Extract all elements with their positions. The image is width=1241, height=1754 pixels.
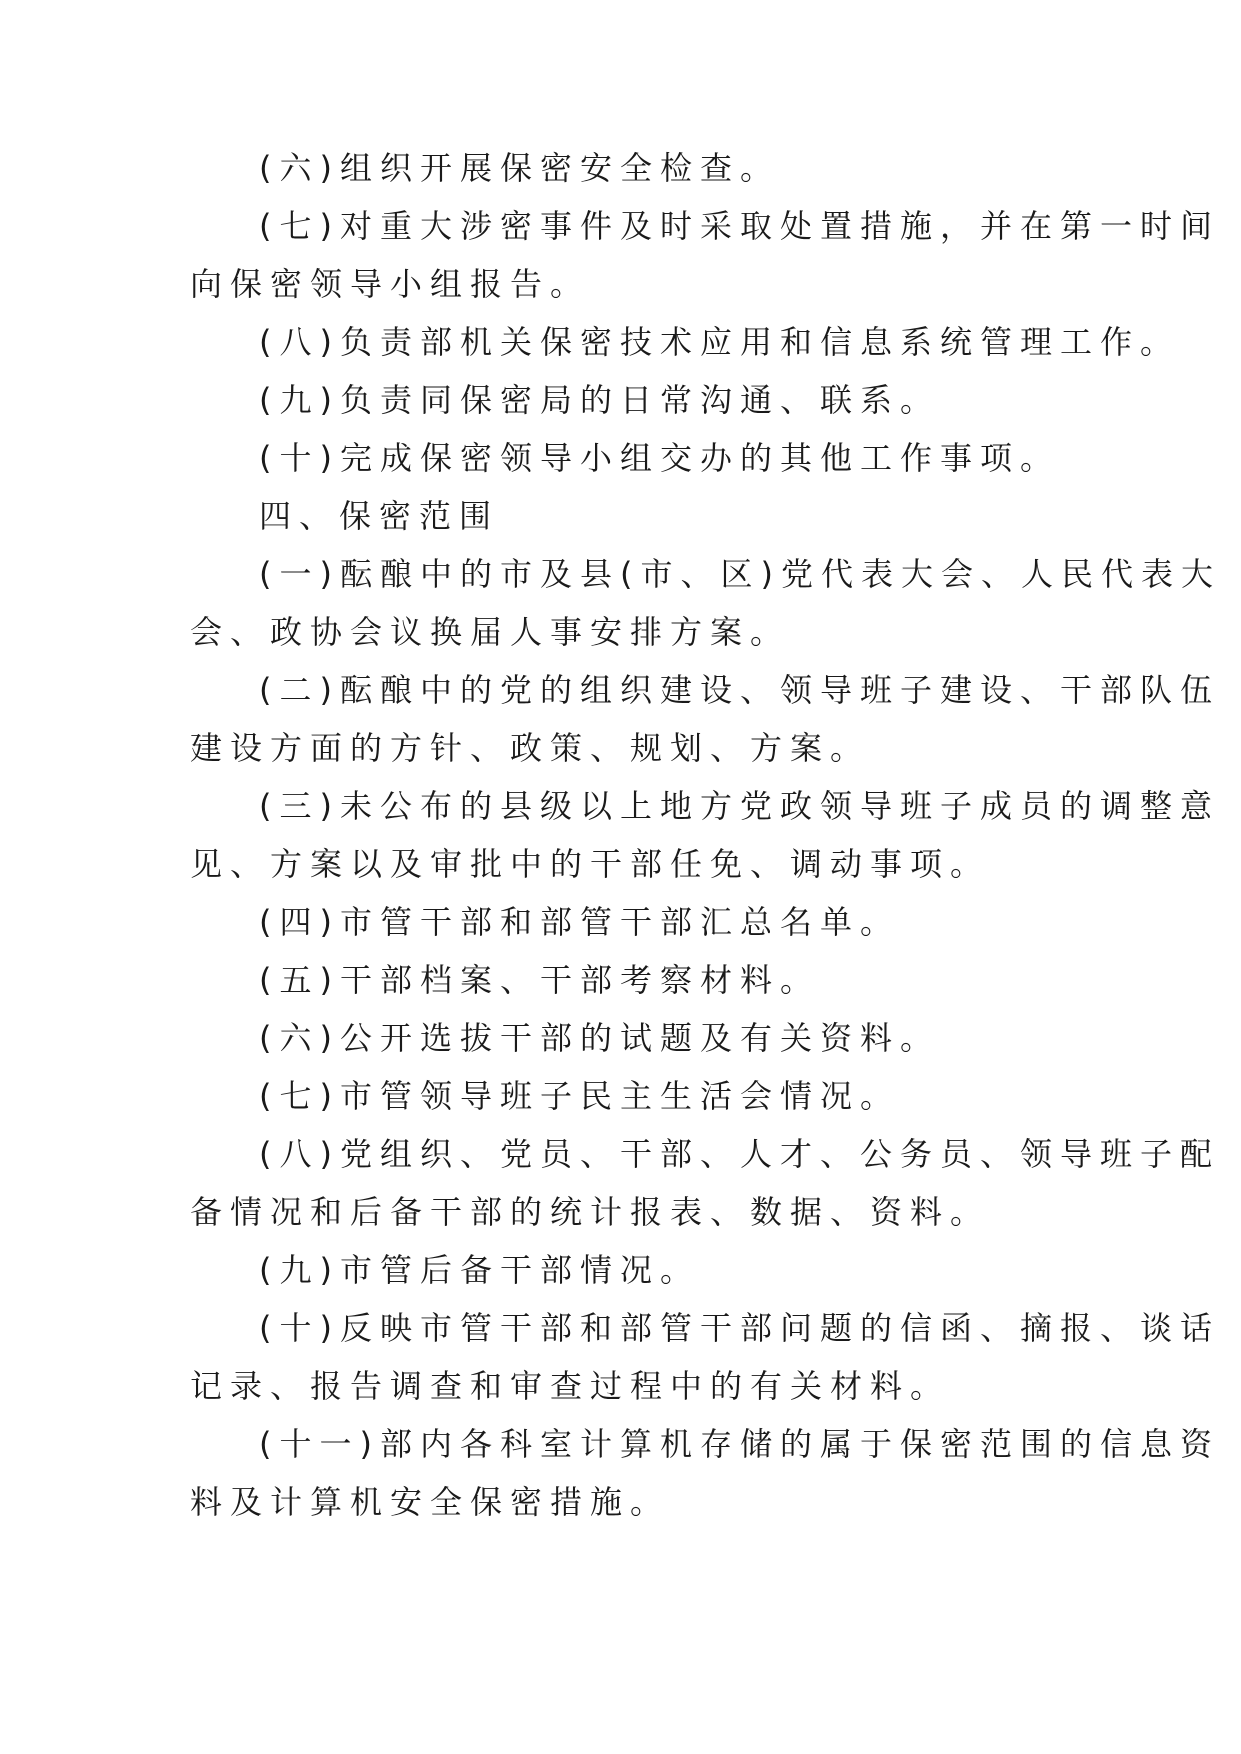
- text-line: 料及计算机安全保密措施。: [190, 1483, 671, 1521]
- text-line: (八)党组织、党员、干部、人才、公务员、领导班子配: [259, 1135, 1220, 1173]
- text-line: (九)负责同保密局的日常沟通、联系。: [259, 381, 940, 419]
- text-line: (二)酝酿中的党的组织建设、领导班子建设、干部队伍: [259, 671, 1220, 709]
- text-line: 向保密领导小组报告。: [190, 265, 591, 303]
- text-line: 见、方案以及审批中的干部任免、调动事项。: [190, 845, 991, 883]
- text-line: 记录、报告调查和审查过程中的有关材料。: [190, 1367, 951, 1405]
- text-line: 备情况和后备干部的统计报表、数据、资料。: [190, 1193, 991, 1231]
- text-line: (六)组织开展保密安全检查。: [259, 149, 780, 187]
- text-line: (七)对重大涉密事件及时采取处置措施，并在第一时间: [259, 207, 1220, 245]
- text-line: (十)完成保密领导小组交办的其他工作事项。: [259, 439, 1060, 477]
- text-line: (三)未公布的县级以上地方党政领导班子成员的调整意: [259, 787, 1220, 825]
- text-line: (七)市管领导班子民主生活会情况。: [259, 1077, 900, 1115]
- text-line: (十)反映市管干部和部管干部问题的信函、摘报、谈话: [259, 1309, 1220, 1347]
- text-line: (九)市管后备干部情况。: [259, 1251, 700, 1289]
- text-line: (一)酝酿中的市及县(市、区)党代表大会、人民代表大: [259, 555, 1221, 593]
- text-line: (八)负责部机关保密技术应用和信息系统管理工作。: [259, 323, 1180, 361]
- text-line: 建设方面的方针、政策、规划、方案。: [190, 729, 871, 767]
- text-line: (十一)部内各科室计算机存储的属于保密范围的信息资: [259, 1425, 1220, 1463]
- text-line: (六)公开选拔干部的试题及有关资料。: [259, 1019, 940, 1057]
- text-line: (四)市管干部和部管干部汇总名单。: [259, 903, 900, 941]
- text-line: 会、政协会议换届人事安排方案。: [190, 613, 791, 651]
- section-heading: 四、保密范围: [259, 497, 500, 535]
- text-line: (五)干部档案、干部考察材料。: [259, 961, 820, 999]
